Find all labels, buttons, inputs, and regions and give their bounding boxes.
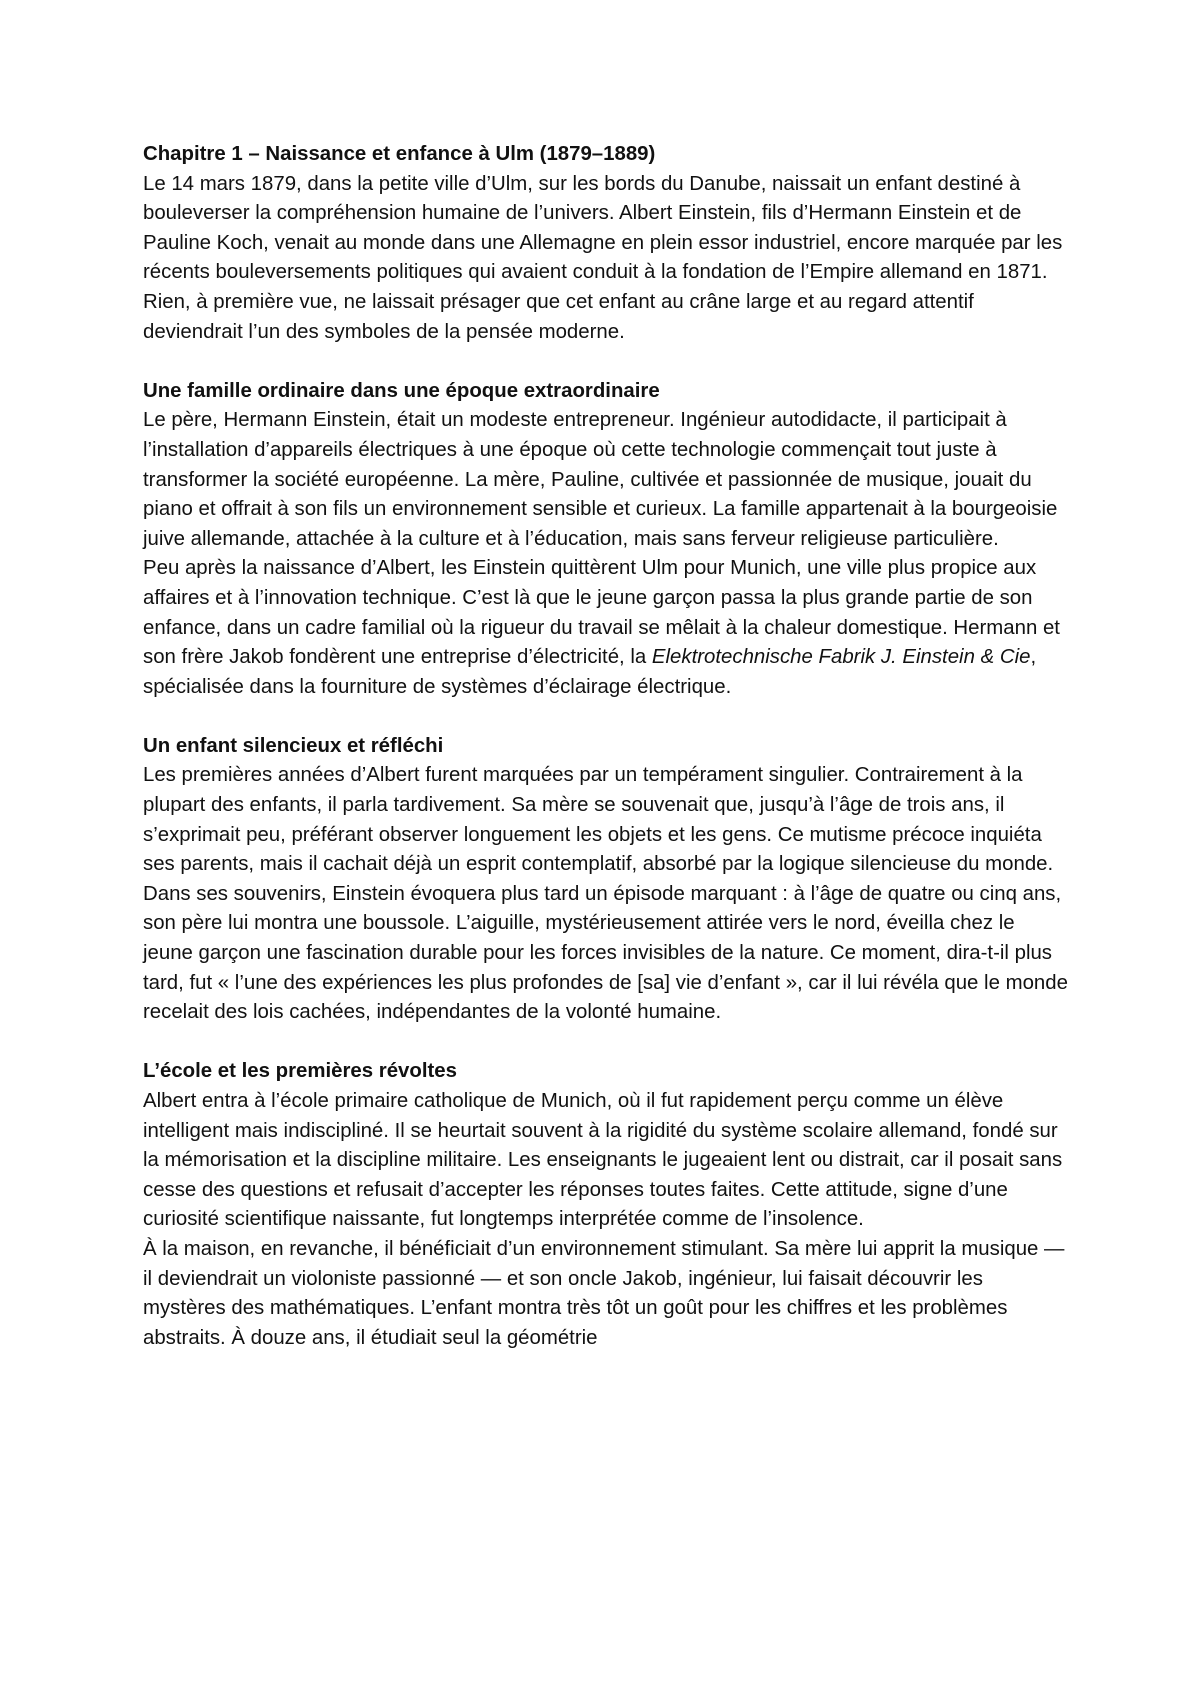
school-paragraph-1: Albert entra à l’école primaire catholique de Munich, où il fut rapidement perçu comme un élève intelligent mais indiscipliné. Il se heurtait souvent à la rigidité du système scolaire allemand, fondé sur la mémorisation et la discipline militaire. Les enseignants le jugeaient lent ou distrait, car il posait sans cesse des questions et refusait d’accepter les réponses toutes faites. Cette attitude, signe d’une curiosité scientifique naissante, fut longtemps interprétée comme de l’insolence. bbox=[143, 1090, 1063, 1231]
family-paragraph-2-start: Peu après la naissance d’Albert, les Einstein quittèrent Ulm pour Munich, une ville plus propice aux affaires et à l’innovation technique. C’est là que le jeune garçon passa la plus grande partie de son enfance, dans un cadre familial où la rigueur du travail se mêlait à la chaleur domestique. Hermann et son frère Jakob fondèrent une entreprise d’électricité, la bbox=[143, 557, 1060, 669]
chapter-title: Chapitre 1 – Naissance et enfance à Ulm (1879–1889) bbox=[143, 143, 656, 165]
company-name: Elektrotechnische Fabrik J. Einstein & Cie bbox=[651, 646, 1031, 669]
family-paragraph-2 bbox=[143, 554, 1068, 702]
section-school bbox=[143, 1057, 1068, 1353]
section-child bbox=[143, 732, 1068, 1028]
section-heading-family: Une famille ordinaire dans une époque extraordinaire bbox=[143, 379, 660, 402]
section-heading-child: Un enfant silencieux et réfléchi bbox=[143, 734, 444, 757]
family-paragraph-1: Le père, Hermann Einstein, était un modeste entrepreneur. Ingénieur autodidacte, il participait à l’installation d’appareils électriques à une époque où cette technologie commençait tout juste à transformer la société européenne. La mère, Pauline, cultivée et passionnée de musique, jouait du piano et offrait à son fils un environnement sensible et curieux. La famille appartenait à la bourgeoisie juive allemande, attachée à la culture et à l’éducation, mais sans ferveur religieuse particulière. bbox=[143, 409, 1058, 550]
child-paragraph-1: Les premières années d’Albert furent marquées par un tempérament singulier. Contrairement à la plupart des enfants, il parla tardivement. Sa mère se souvenait que, jusqu’à l’âge de trois ans, il s’exprimait peu, préférant observer longuement les objets et les gens. Ce mutisme précoce inquiéta ses parents, mais il cachait déjà un esprit contemplatif, absorbé par la logique silencieuse du monde. bbox=[143, 764, 1054, 876]
child-paragraph-2: Dans ses souvenirs, Einstein évoquera plus tard un épisode marquant : à l’âge de quatre ou cinq ans, son père lui montra une boussole. L’aiguille, mystérieusement attirée vers le nord, éveilla chez le jeune garçon une fascination durable pour les forces invisibles de la nature. Ce moment, dira-t-il plus tard, fut « l’une des expériences les plus profondes de [sa] vie d’enfant », car il lui révéla que le monde recelait des lois cachées, indépendantes de la volonté humaine. bbox=[143, 882, 1068, 1024]
intro-paragraph: Le 14 mars 1879, dans la petite ville d’Ulm, sur les bords du Danube, naissait un enfant destiné à bouleverser la compréhension humaine de l’univers. Albert Einstein, fils d’Hermann Einstein et de Pauline Koch, venait au monde dans une Allemagne en plein essor industriel, encore marquée par les récents bouleversements politiques qui avaient conduit à la fondation de l’Empire allemand en 1871. Rien, à première vue, ne laissait présager que cet enfant au crâne large et au regard attentif deviendrait l’un des symboles de la pensée moderne. bbox=[143, 172, 1063, 343]
section-family bbox=[143, 377, 1068, 703]
family-paragraph-2-end: , spécialisée dans la fourniture de systèmes d’éclairage électrique. bbox=[143, 646, 1037, 698]
school-paragraph-2: À la maison, en revanche, il bénéficiait d’un environnement stimulant. Sa mère lui apprit la musique — il deviendrait un violoniste passionné — et son oncle Jakob, ingénieur, lui faisait découvrir les mystères des mathématiques. L’enfant montra très tôt un goût pour les chiffres et les problèmes abstraits. À douze ans, il étudiait seul la géométrie bbox=[143, 1237, 1065, 1349]
document-page bbox=[143, 140, 1068, 1353]
section-heading-school: L’école et les premières révoltes bbox=[143, 1060, 457, 1083]
